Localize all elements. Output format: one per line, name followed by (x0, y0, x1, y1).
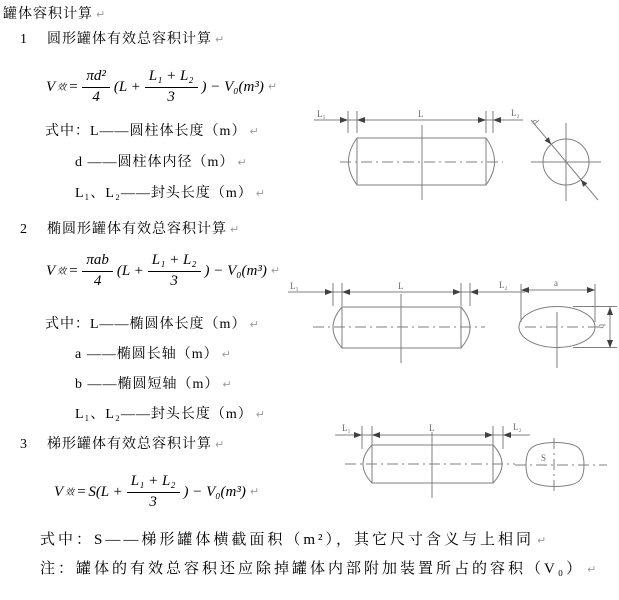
note-line (75, 377, 232, 393)
drawing-elliptical-tank (285, 270, 619, 385)
dimension-arrow-icon (545, 137, 552, 144)
section-3-title: 梯形罐体有效总容积计算 (47, 437, 212, 452)
fraction-denominator: 3 (149, 494, 157, 510)
circular-cross-section (530, 116, 601, 201)
fraction (127, 472, 180, 511)
formula-lhs: V (46, 78, 56, 95)
dimension-arrow-icon (372, 432, 380, 438)
trapezoid-cross-section (515, 438, 607, 492)
paragraph-mark: ↵ (270, 263, 281, 277)
fraction (145, 67, 198, 106)
dim-label-b: b (597, 324, 607, 329)
fraction-denominator: 4 (92, 89, 100, 105)
ellipse-cross-section (519, 278, 617, 368)
drawing-trapezoid-tank (330, 410, 619, 525)
note-text: 式中：L——圆柱体长度（m） (45, 124, 247, 139)
paragraph-mark: ↵ (249, 125, 259, 138)
paragraph-mark: ↵ (221, 348, 231, 361)
dimension-arrow-icon (453, 289, 461, 295)
section-2-heading (20, 222, 239, 238)
paragraph-mark: ↵ (537, 534, 547, 547)
dim-label-l1: L₁ (317, 109, 326, 119)
paragraph-mark: ↵ (230, 223, 240, 236)
note-line (45, 317, 259, 333)
note-text: L₁、L₂——封头长度（m） (75, 186, 253, 201)
paragraph-mark: ↵ (237, 156, 247, 169)
fraction (148, 251, 201, 290)
note-line (75, 155, 247, 171)
dimension-arrow-icon (493, 117, 501, 123)
formula-lhs-subscript: 效 (57, 265, 67, 276)
equals-sign: = (68, 262, 79, 279)
fraction (82, 67, 110, 106)
equals-sign: = (68, 78, 79, 95)
formula-mid: (L + (113, 78, 141, 95)
dim-label-l: L (429, 423, 435, 433)
dim-label-l1: L₁ (342, 423, 351, 433)
tank-side-view (313, 294, 485, 363)
doc-title-text: 罐体容积计算 (3, 7, 93, 22)
formula-lhs-subscript: 效 (57, 81, 67, 92)
fraction-numerator: πab (82, 251, 113, 272)
dim-label-l2: L₂ (499, 280, 508, 290)
paragraph-mark: ↵ (215, 438, 225, 451)
note-text: a ——椭圆长轴（m） (75, 347, 219, 362)
dimension-lines (314, 108, 523, 133)
section-3-number: 3 (20, 437, 27, 452)
fraction-numerator: L₁ + L₂ (148, 251, 201, 272)
dim-label-l: L (418, 109, 424, 119)
dimension-arrow-icon (503, 432, 511, 438)
formula-lhs-subscript: 效 (65, 486, 75, 497)
formula-trapezoid-tank (53, 472, 259, 511)
fraction-denominator: 4 (93, 273, 102, 289)
dimension-arrow-icon (325, 289, 333, 295)
paragraph-mark: ↵ (255, 408, 265, 421)
fraction-numerator: πd² (82, 67, 110, 88)
note-text: 式中：L——椭圆体长度（m） (45, 317, 247, 332)
note-text: d ——圆柱体内径（m） (75, 155, 235, 170)
dimension-arrow-icon (607, 307, 613, 315)
paragraph-mark: ↵ (222, 378, 232, 391)
paragraph-mark: ↵ (587, 563, 597, 576)
fraction-denominator: 3 (167, 89, 175, 105)
formula-lhs: V (54, 483, 64, 500)
dim-label-l2: L₂ (513, 422, 522, 432)
note-line (75, 407, 265, 423)
fraction-denominator: 3 (170, 273, 178, 289)
note-text: L₁、L₂——封头长度（m） (75, 407, 253, 422)
section-1-heading (20, 32, 224, 48)
dim-label-a: a (554, 278, 558, 288)
dim-label-l2: L₂ (511, 108, 520, 118)
equals-sign: = (76, 483, 87, 500)
dimension-arrow-icon (342, 289, 350, 295)
dim-label-s: S (541, 453, 547, 463)
section-2-number: 2 (20, 222, 27, 237)
footer-note-v0 (40, 561, 596, 578)
dimension-arrow-icon (470, 289, 478, 295)
dimension-arrow-icon (587, 287, 595, 293)
formula-elliptical-tank (45, 251, 280, 290)
paragraph-mark: ↵ (249, 484, 260, 498)
dim-label-l1: L₁ (290, 281, 299, 291)
formula-mid: S(L + (88, 483, 123, 500)
paragraph-mark: ↵ (249, 318, 259, 331)
dimension-arrow-icon (478, 117, 486, 123)
note-line (75, 347, 231, 363)
section-1-title: 圆形罐体有效总容积计算 (47, 32, 212, 47)
paragraph-mark: ↵ (267, 79, 278, 93)
section-2-title: 椭圆形罐体有效总容积计算 (47, 222, 227, 237)
tank-side-view (345, 432, 515, 498)
dimension-arrow-icon (354, 432, 362, 438)
section-3-heading (20, 437, 224, 453)
paragraph-mark: ↵ (255, 187, 265, 200)
formula-tail: ) − V₀(m³) (204, 262, 267, 279)
tank-side-view (340, 125, 503, 200)
doc-title (3, 7, 105, 23)
formula-tail: ) − V₀(m³) (183, 483, 246, 500)
formula-tail: ) − V₀(m³) (201, 78, 264, 95)
dim-label-d: d (530, 116, 541, 127)
paragraph-mark: ↵ (215, 33, 225, 46)
note-line (45, 124, 259, 140)
note-line (75, 186, 265, 202)
dimension-arrow-icon (607, 340, 613, 348)
footer-text: 注：罐体的有效总容积还应除掉罐体内部附加装置所占的容积（V₀） (40, 561, 585, 577)
drawing-cylindrical-tank (310, 95, 619, 215)
dim-label-l: L (398, 281, 404, 291)
dimension-arrow-icon (340, 117, 348, 123)
formula-lhs: V (46, 262, 56, 279)
dimension-lines (288, 280, 525, 306)
formula-circular-tank (45, 67, 277, 106)
footer-note-s (40, 532, 546, 549)
dimension-arrow-icon (357, 117, 365, 123)
paragraph-mark: ↵ (96, 8, 106, 21)
fraction-numerator: L₁ + L₂ (145, 67, 198, 88)
fraction-numerator: L₁ + L₂ (127, 472, 180, 493)
formula-mid: (L + (116, 262, 144, 279)
dimension-arrow-icon (485, 432, 493, 438)
note-text: b ——椭圆短轴（m） (75, 377, 220, 392)
fraction (82, 251, 113, 290)
section-1-number: 1 (20, 32, 27, 47)
footer-text: 式中：S——梯形罐体横截面积（m²），其它尺寸含义与上相同 (40, 532, 535, 548)
